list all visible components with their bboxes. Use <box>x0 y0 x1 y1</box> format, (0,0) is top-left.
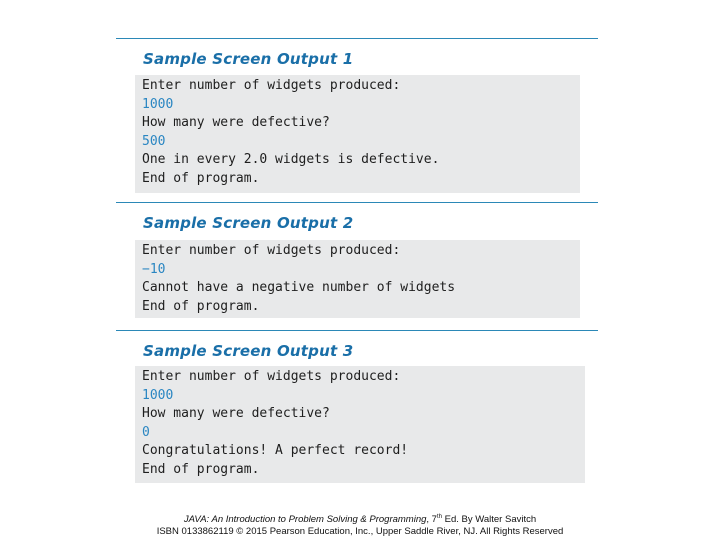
section-1-line-1: Enter number of widgets produced: <box>142 78 401 93</box>
section-1-line-3: How many were defective? <box>142 115 330 131</box>
section-2-line-2: −10 <box>142 261 166 277</box>
section-3-line-5: Congratulations! A perfect record! <box>142 443 409 459</box>
section-2-top-rule <box>116 202 598 203</box>
footer-citation-line-1: JAVA: An Introduction to Problem Solving & Programming, 7th Ed. By Walter Savitch <box>183 513 537 525</box>
section-3-line-2: 1000 <box>142 387 174 403</box>
section-1-heading: Sample Screen Output 1 <box>143 50 354 68</box>
footer-edition-author: Ed. By Walter Savitch <box>441 514 537 525</box>
section-1-line-6: End of program. <box>142 170 260 186</box>
section-3-line-3: How many were defective? <box>142 406 330 422</box>
section-3-console <box>135 366 585 483</box>
section-3-line-4: 0 <box>142 424 150 440</box>
section-3-line-6: End of program. <box>142 461 260 477</box>
section-1-console <box>135 75 580 193</box>
footer-citation-line-2: ISBN 0133862119 © 2015 Pearson Education, Inc., Upper Saddle River, NJ. All Rights Reserved <box>156 526 564 537</box>
section-1-top-rule <box>116 38 598 39</box>
section-3-heading: Sample Screen Output 3 <box>143 342 354 360</box>
section-2-line-1: Enter number of widgets produced: <box>142 243 401 258</box>
section-3-line-1: Enter number of widgets produced: <box>142 369 401 384</box>
section-2-line-4: End of program. <box>142 298 260 314</box>
section-2-line-3: Cannot have a negative number of widgets <box>142 280 456 296</box>
footer-book-title: JAVA: An Introduction to Problem Solving & Programming <box>183 514 427 525</box>
section-2-heading: Sample Screen Output 2 <box>143 214 354 232</box>
section-2-console <box>135 240 580 318</box>
section-1-line-5: One in every 2.0 widgets is defective. <box>142 152 440 168</box>
footer-edition-number: 7 <box>431 514 437 525</box>
section-3-top-rule <box>116 330 598 331</box>
footer-edition-suffix: th <box>436 513 442 520</box>
section-1-line-2: 1000 <box>142 96 174 112</box>
section-1-line-4: 500 <box>142 133 166 149</box>
